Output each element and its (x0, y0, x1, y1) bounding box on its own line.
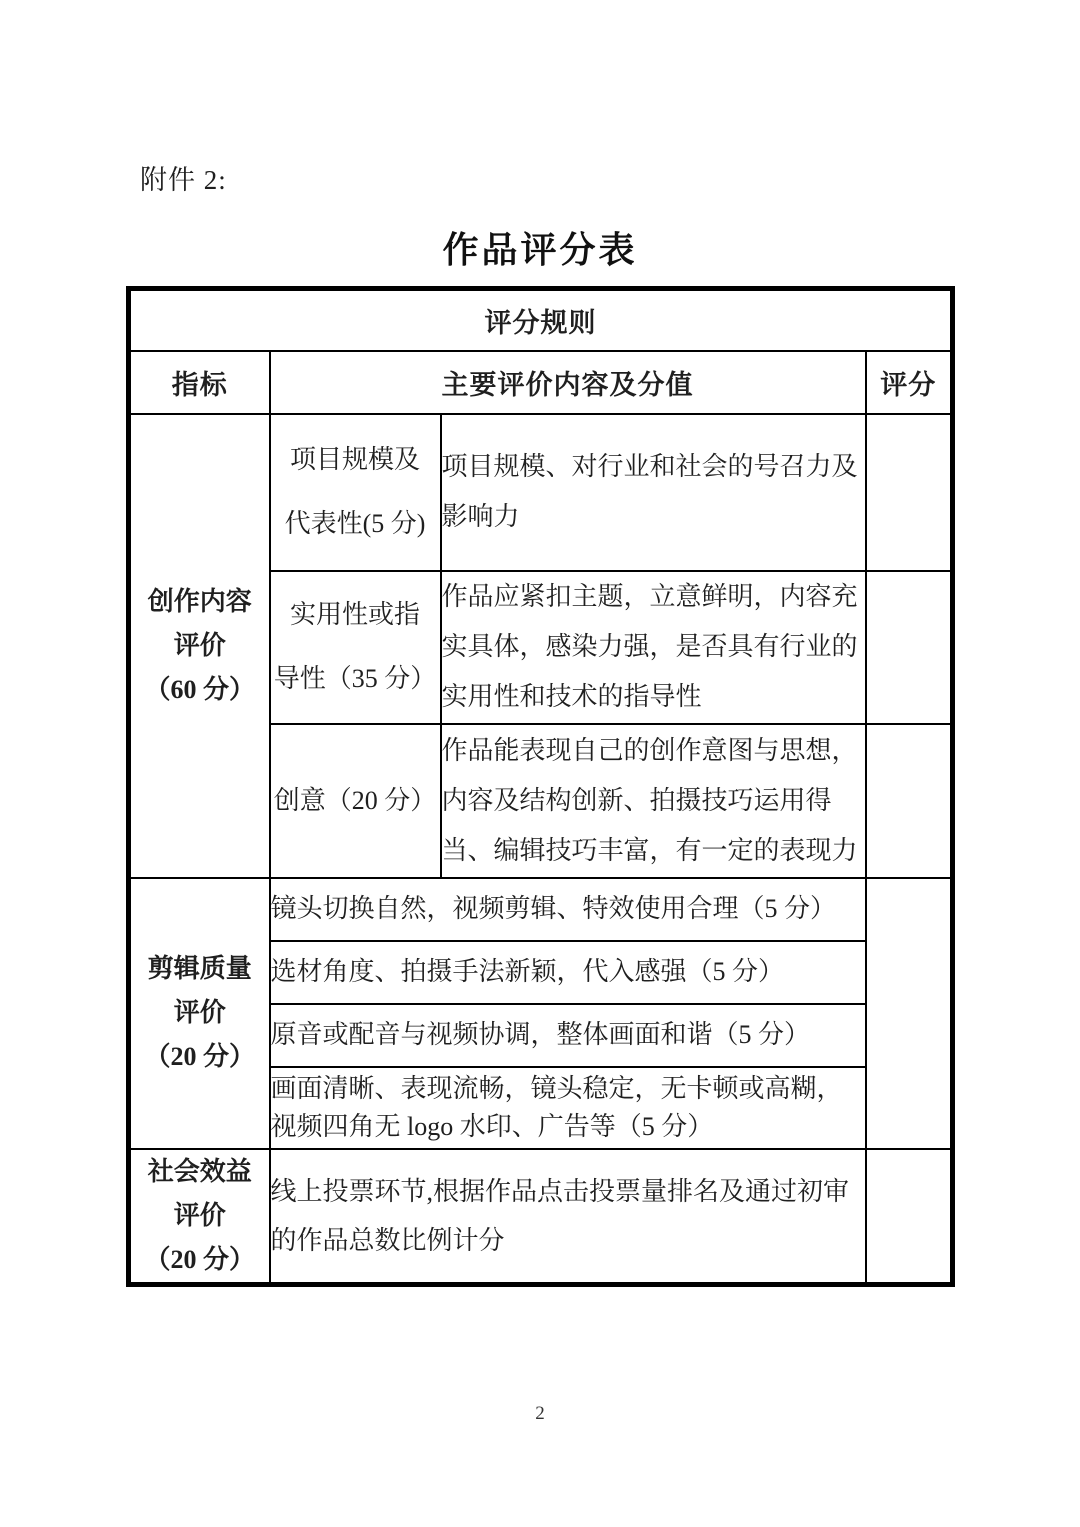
description-cell: 项目规模、对行业和社会的号召力及影响力 (441, 414, 866, 571)
description-cell: 画面清晰、表现流畅，镜头稳定，无卡顿或高糊，视频四角无 logo 水印、广告等（5 分） (270, 1067, 866, 1149)
description-cell: 线上投票环节,根据作品点击投票量排名及通过初审的作品总数比例计分 (270, 1149, 866, 1285)
sub-indicator-line: 实用性或指 (289, 600, 420, 629)
description-cell: 原音或配音与视频协调，整体画面和谐（5 分） (270, 1004, 866, 1067)
indicator-cell-creation-content (129, 414, 270, 878)
description-cell: 镜头切换自然，视频剪辑、特效使用合理（5 分） (270, 878, 866, 941)
score-cell (866, 571, 953, 724)
indicator-line: 评价 (173, 998, 226, 1027)
indicator-cell-editing-quality (129, 878, 270, 1149)
score-cell (866, 414, 953, 571)
document-title: 作品评分表 (442, 230, 638, 270)
col-header-content: 主要评价内容及分值 (270, 351, 866, 414)
attachment-label: 附件 2: (140, 165, 227, 195)
score-cell (866, 1149, 953, 1285)
score-cell (866, 724, 953, 878)
indicator-line: （20 分） (144, 1244, 255, 1274)
sub-indicator-line: 项目规模及 (289, 445, 420, 474)
sub-indicator-line: 代表性(5 分) (284, 509, 426, 538)
indicator-line: 评价 (173, 1200, 226, 1230)
table-rule-header: 评分规则 (129, 289, 953, 351)
description-cell: 选材角度、拍摄手法新颖，代入感强（5 分） (270, 941, 866, 1004)
indicator-line: 创作内容 (147, 586, 252, 616)
description-cell: 作品应紧扣主题，立意鲜明，内容充实具体，感染力强，是否具有行业的实用性和技术的指导性 (441, 571, 866, 724)
page-number: 2 (535, 1403, 545, 1424)
col-header-indicator: 指标 (129, 351, 270, 414)
indicator-line: （20 分） (144, 1042, 255, 1071)
description-cell: 作品能表现自己的创作意图与思想，内容及结构创新、拍摄技巧运用得当、编辑技巧丰富，有一定的表现力 (441, 724, 866, 878)
sub-indicator-cell-creativity (270, 724, 441, 878)
indicator-line: 剪辑质量 (147, 954, 252, 983)
indicator-cell-social-benefit (129, 1149, 270, 1285)
indicator-line: 评价 (173, 630, 226, 660)
sub-indicator-cell-practicality (270, 571, 441, 724)
score-cell (866, 878, 953, 1149)
sub-indicator-line: 创意（20 分） (273, 785, 437, 815)
indicator-line: 社会效益 (147, 1156, 252, 1186)
indicator-line: （60 分） (144, 674, 255, 704)
scoring-table (126, 286, 955, 1287)
col-header-score: 评分 (866, 351, 953, 414)
sub-indicator-line: 导性（35 分） (273, 664, 437, 693)
sub-indicator-cell-project-scale (270, 414, 441, 571)
